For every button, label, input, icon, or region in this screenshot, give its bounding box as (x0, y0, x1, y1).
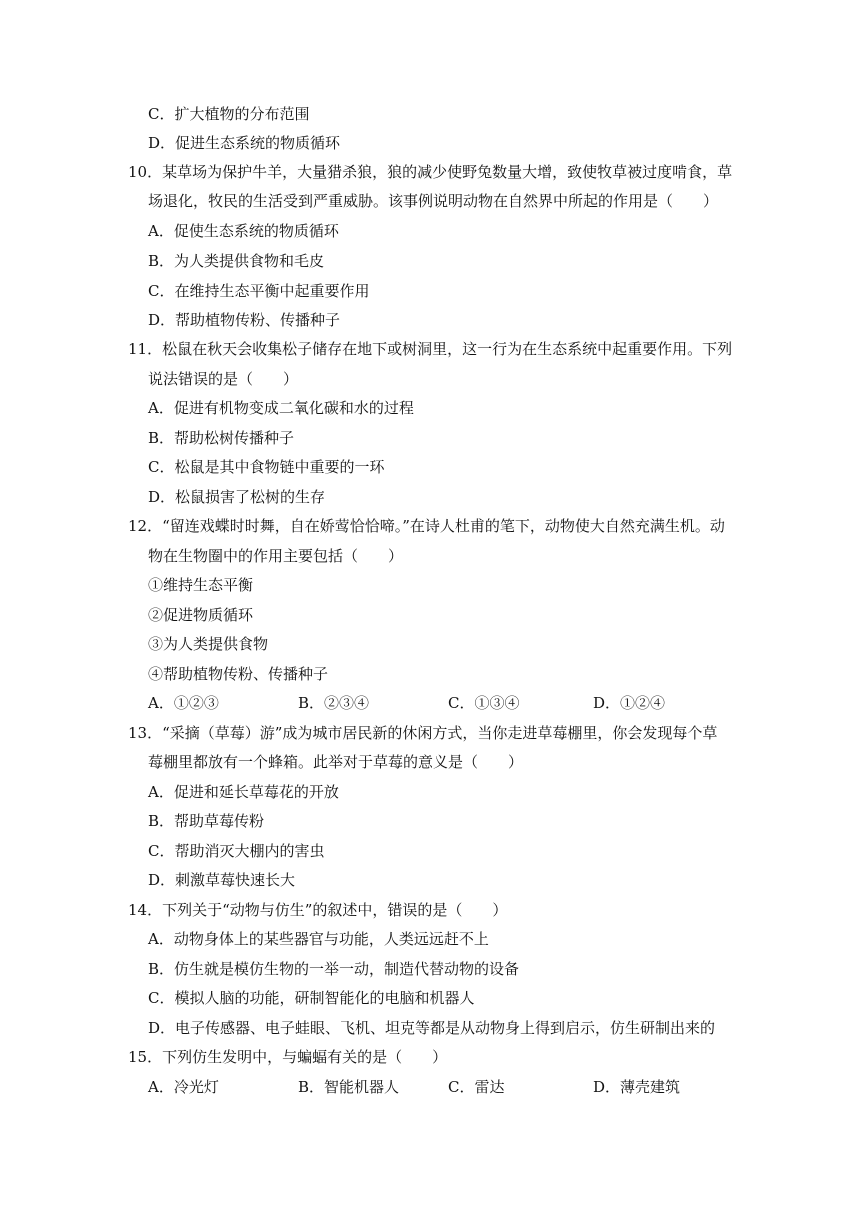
answer-options-row (0, 1077, 860, 1097)
text-line: 说法错误的是（ ） (148, 370, 299, 388)
text-line: D．促进生态系统的物质循环 (148, 134, 341, 152)
answer-option: C．①③④ (448, 694, 520, 712)
answer-option: A．冷光灯 (148, 1078, 219, 1096)
text-line: 13．“采摘（草莓）游”成为城市居民新的休闲方式，当你走进草莓棚里，你会发现每个草 (128, 724, 718, 742)
text-line: A．促使生态系统的物质循环 (148, 222, 339, 240)
text-line: D．电子传感器、电子蛙眼、飞机、坦克等都是从动物身上得到启示，仿生研制出来的 (148, 1019, 716, 1037)
text-line: C．松鼠是其中食物链中重要的一环 (148, 458, 385, 476)
text-line: C．扩大植物的分布范围 (148, 105, 310, 123)
text-line: A．促进有机物变成二氧化碳和水的过程 (148, 399, 414, 417)
text-line: ③为人类提供食物 (148, 635, 269, 653)
answer-option: D．①②④ (593, 694, 666, 712)
text-line: A．促进和延长草莓花的开放 (148, 783, 339, 801)
text-line: D．松鼠损害了松树的生存 (148, 488, 326, 506)
text-line: 15．下列仿生发明中，与蝙蝠有关的是（ ） (128, 1048, 448, 1066)
text-line: D．刺激草莓快速长大 (148, 871, 296, 889)
answer-option: D．薄壳建筑 (593, 1078, 681, 1096)
answer-option: C．雷达 (448, 1078, 505, 1096)
text-line: B．帮助松树传播种子 (148, 429, 295, 447)
text-line: B．帮助草莓传粉 (148, 812, 265, 830)
answer-option: B．智能机器人 (298, 1078, 400, 1096)
text-line: 物在生物圈中的作用主要包括（ ） (148, 547, 404, 565)
text-line: 12．“留连戏蝶时时舞，自在娇莺恰恰啼。”在诗人杜甫的笔下，动物使大自然充满生机。动 (128, 517, 725, 535)
text-line: 14．下列关于“动物与仿生”的叙述中，错误的是（ ） (128, 901, 508, 919)
answer-option: B．②③④ (298, 694, 370, 712)
answer-options-row (0, 693, 860, 713)
text-line: 11．松鼠在秋天会收集松子储存在地下或树洞里，这一行为在生态系统中起重要作用。下列 (128, 340, 733, 358)
text-line: D．帮助植物传粉、传播种子 (148, 311, 341, 329)
text-line: ①维持生态平衡 (148, 576, 254, 594)
text-line: C．模拟人脑的功能，研制智能化的电脑和机器人 (148, 989, 475, 1007)
text-line: B．为人类提供食物和毛皮 (148, 252, 325, 270)
text-line: C．帮助消灭大棚内的害虫 (148, 842, 325, 860)
text-line: A．动物身体上的某些器官与功能，人类远远赶不上 (148, 930, 489, 948)
text-line: 莓棚里都放有一个蜂箱。此举对于草莓的意义是（ ） (148, 753, 524, 771)
answer-option: A．①②③ (148, 694, 219, 712)
text-line: C．在维持生态平衡中起重要作用 (148, 282, 370, 300)
text-line: ④帮助植物传粉、传播种子 (148, 665, 329, 683)
text-line: 场退化，牧民的生活受到严重威胁。该事例说明动物在自然界中所起的作用是（ ） (148, 192, 719, 210)
text-line: ②促进物质循环 (148, 606, 254, 624)
text-line: B．仿生就是模仿生物的一举一动，制造代替动物的设备 (148, 960, 520, 978)
text-line: 10．某草场为保护牛羊，大量猎杀狼，狼的减少使野兔数量大增，致使牧草被过度啃食，草 (128, 163, 733, 181)
